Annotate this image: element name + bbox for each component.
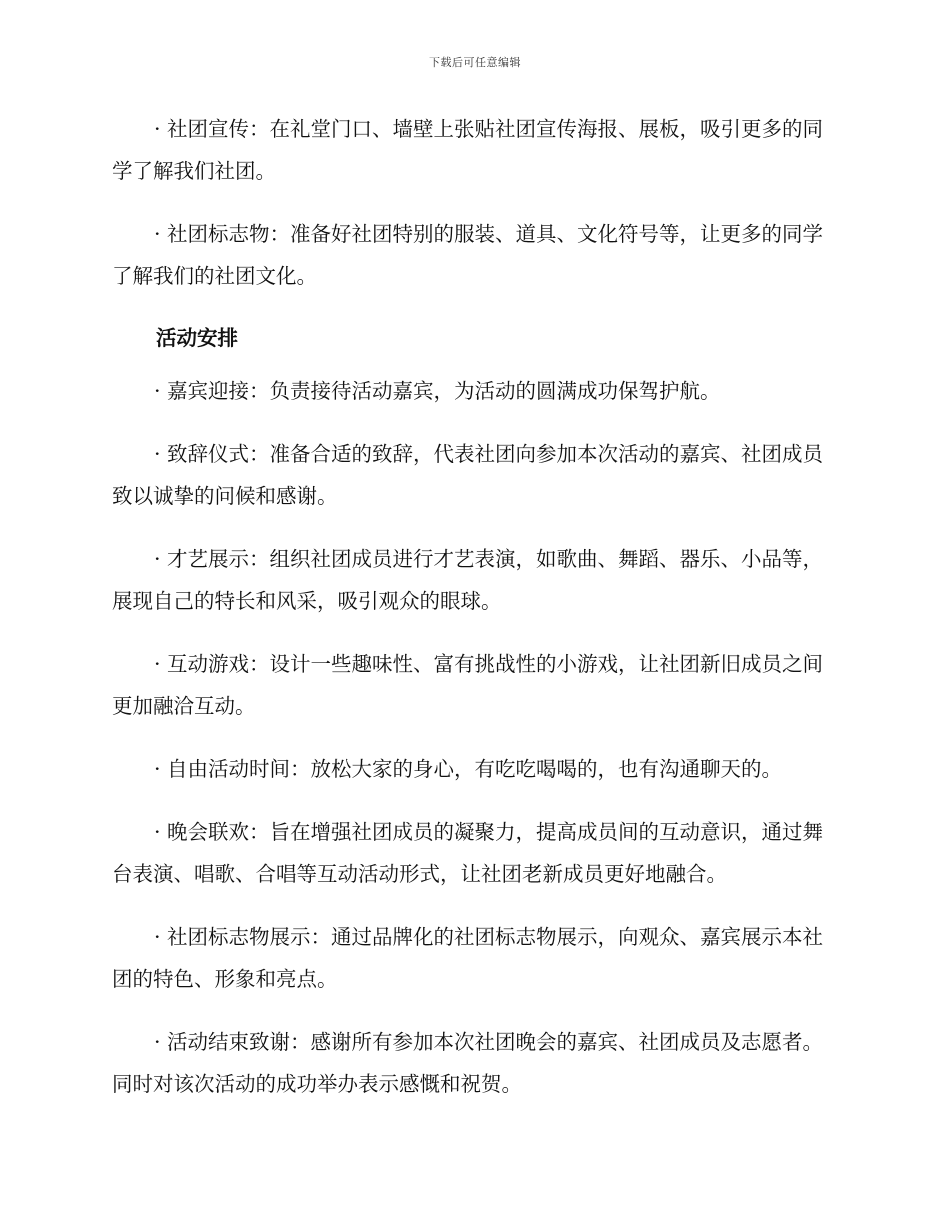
paragraph-emblem-display: · 社团标志物展示：通过品牌化的社团标志物展示，向观众、嘉宾展示本社团的特色、形象和亮点。 — [112, 925, 824, 991]
document-body — [112, 108, 826, 1126]
paragraph-talent-show: · 才艺展示：组织社团成员进行才艺表演，如歌曲、舞蹈、器乐、小品等，展现自己的特长和风采，吸引观众的眼球。 — [112, 547, 824, 613]
paragraph-interactive-games: · 互动游戏：设计一些趣味性、富有挑战性的小游戏，让社团新旧成员之间更加融洽互动。 — [112, 652, 824, 718]
paragraph-club-promotion: · 社团宣传：在礼堂门口、墙壁上张贴社团宣传海报、展板，吸引更多的同学了解我们社团。 — [112, 117, 824, 183]
paragraph-evening-party: · 晚会联欢：旨在增强社团成员的凝聚力，提高成员间的互动意识，通过舞台表演、唱歌、合唱等互动活动形式，让社团老新成员更好地融合。 — [112, 820, 824, 886]
paragraph-speech-ceremony: · 致辞仪式：准备合适的致辞，代表社团向参加本次活动的嘉宾、社团成员致以诚挚的问候和感谢。 — [112, 442, 824, 508]
section-heading: 活动安排 — [156, 326, 238, 350]
paragraph-club-emblem: · 社团标志物：准备好社团特别的服装、道具、文化符号等，让更多的同学了解我们的社团文化。 — [112, 222, 824, 288]
paragraph-free-time: · 自由活动时间：放松大家的身心，有吃吃喝喝的，也有沟通聊天的。 — [154, 757, 783, 781]
page-header: 下载后可任意编辑 — [429, 56, 521, 69]
paragraph-guest-reception: · 嘉宾迎接：负责接待活动嘉宾，为活动的圆满成功保驾护航。 — [154, 379, 721, 403]
paragraph-closing-thanks: · 活动结束致谢：感谢所有参加本次社团晚会的嘉宾、社团成员及志愿者。同时对该次活动的成功举办表示感慨和祝贺。 — [112, 1030, 824, 1096]
